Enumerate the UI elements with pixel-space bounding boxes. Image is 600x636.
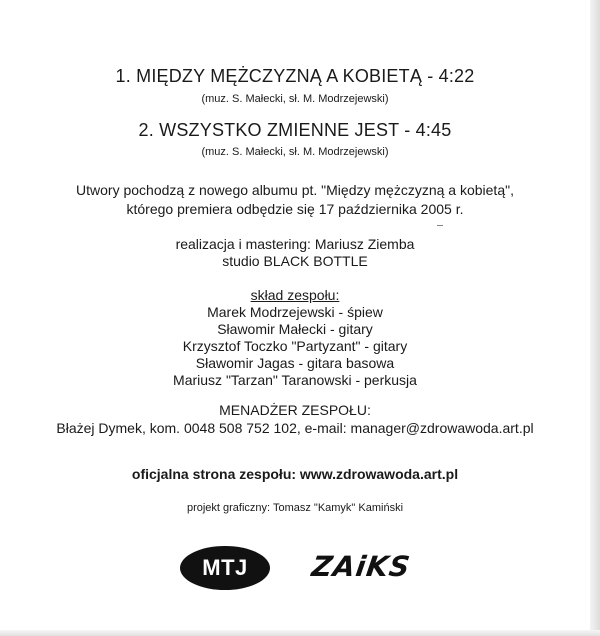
band-member: Mariusz "Tarzan" Taranowski - perkusja (173, 372, 417, 388)
track-1-credits: (muz. S. Małecki, sł. M. Modrzejewski) (201, 93, 389, 105)
stray-mark (437, 225, 443, 226)
band-member: Sławomir Jagas - gitara basowa (195, 355, 395, 371)
band-heading (0, 287, 590, 304)
track-2-credits: (muz. S. Małecki, sł. M. Modrzejewski) (201, 146, 389, 158)
manager-contact: Błażej Dymek, kom. 0048 508 752 102, e-mail: manager@zdrowawoda.art.pl (56, 420, 534, 436)
band-heading-text: skład zespołu: (250, 287, 340, 303)
logos-row (0, 546, 590, 594)
production-line-1: realizacja i mastering: Mariusz Ziemba (175, 236, 415, 252)
official-website: oficjalna strona zespołu: www.zdrowawoda.art.pl (131, 466, 459, 482)
production-line-2: studio BLACK BOTTLE (222, 253, 368, 269)
track-2-title: 2. WSZYSTKO ZMIENNE JEST - 4:45 (138, 120, 452, 140)
design-credit: projekt graficzny: Tomasz "Kamyk" Kamiński (186, 502, 404, 514)
mtj-logo: MTJ (180, 546, 270, 590)
scan-edge-bottom (0, 630, 600, 636)
band-member: Krzysztof Toczko "Partyzant" - gitary (182, 338, 408, 354)
band-member: Marek Modrzejewski - śpiew (207, 304, 383, 320)
scan-edge-right (590, 0, 600, 636)
track-1-title: 1. MIĘDZY MĘŻCZYZNĄ A KOBIETĄ - 4:22 (115, 66, 475, 86)
manager-heading: MENADŻER ZESPOŁU: (219, 402, 371, 418)
album-note-line-1: Utwory pochodzą z nowego albumu pt. "Między mężczyzną a kobietą", (76, 182, 514, 198)
zaiks-logo: ZAiKS (309, 550, 413, 583)
band-member: Sławomir Małecki - gitary (217, 321, 373, 337)
album-note-line-2: którego premiera odbędzie się 17 października 2005 r. (126, 201, 464, 217)
